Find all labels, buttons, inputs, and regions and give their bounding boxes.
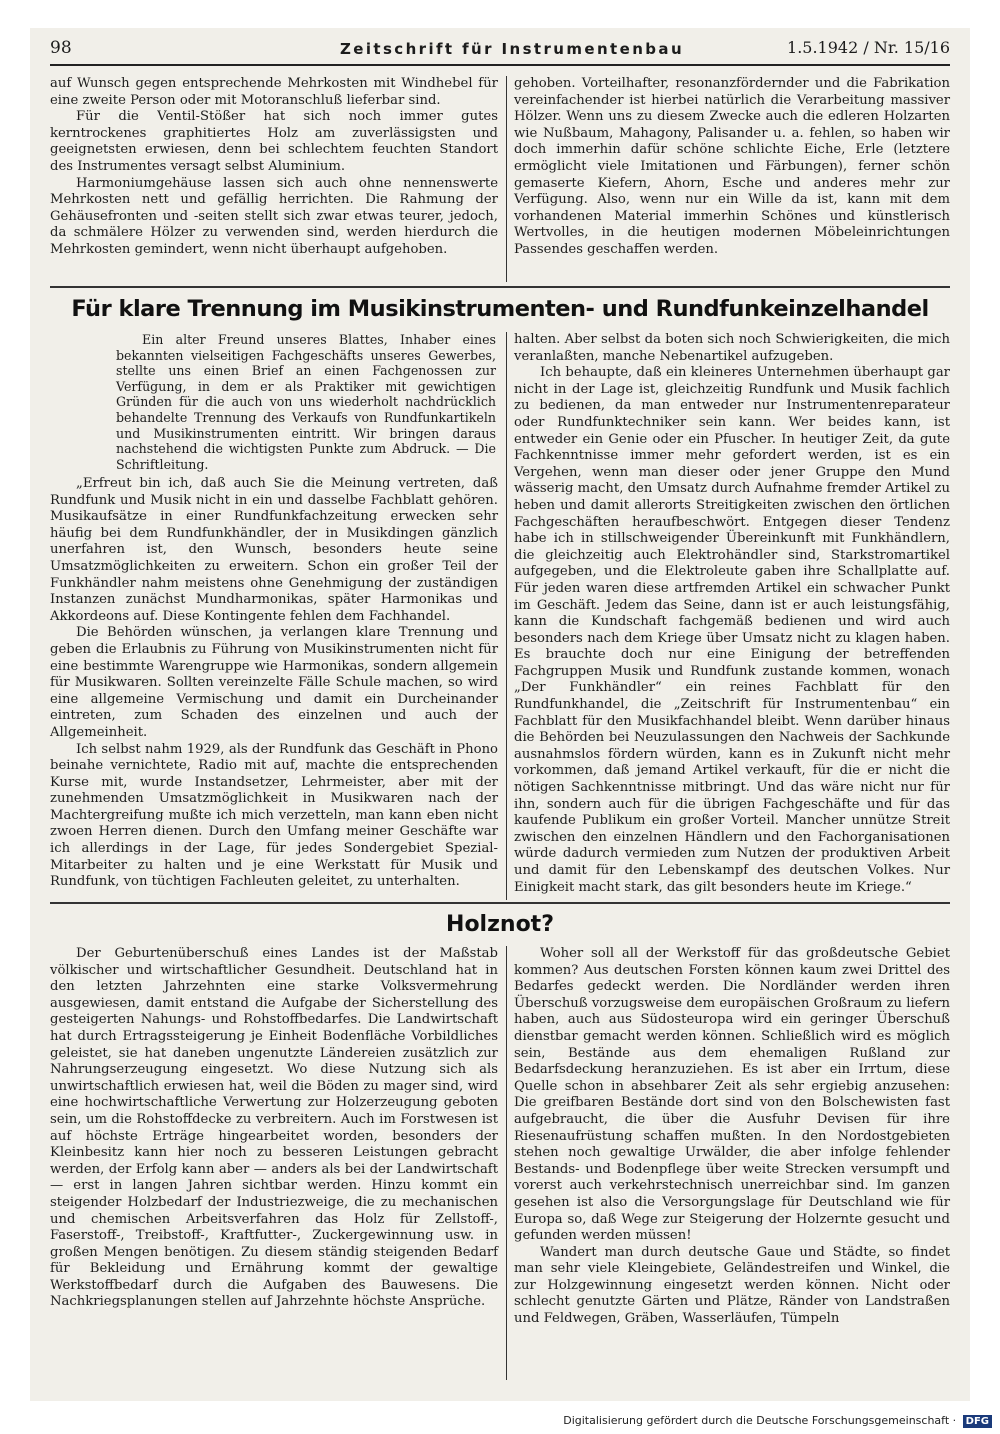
continued-right-column bbox=[514, 76, 950, 259]
paragraph: auf Wunsch gegen entsprechende Mehrkosten mit Windhebel für eine zweite Person oder mit Motoranschluß lieferbar sind. bbox=[50, 76, 498, 108]
paragraph: Woher soll all der Werkstoff für das großdeutsche Gebiet kommen? Aus deutschen Forsten können kaum zwei Drittel des Bedarfes gedeckt werden. Die Nordländer werden ihren Überschuß vorzugsweise dem europäischen Großraum zu liefern haben, auch aus Südosteuropa wird ein geringer Überschuß dienstbar gemacht werden können. Schließlich wird es möglich sein, Bestände aus dem ehemaligen Rußland zur Bedarfsdeckung heranzuziehen. Es ist aber ein Irrtum, diese Quelle schon in absehbarer Zeit als sehr ergiebig anzusehen: Die greifbaren Bestände dort sind von den Bolschewisten fast aufgebraucht, die über die Ausfuhr Devisen für ihre Riesenaufrüstung schaffen mußten. In den Nordostgebieten stehen noch gewaltige Urwälder, die aber infolge fehlender Bestands- und Bodenpflege über weite Strecken versumpft und vorerst auch verkehrstechnisch unerreichbar sind. Im ganzen gesehen ist also die Versorgungslage für Deutschland wie für Europa so, daß Wege zur Steigerung der Holzernte gesucht und gefunden werden müssen! bbox=[514, 946, 950, 1244]
dfg-logo: DFG bbox=[963, 1415, 992, 1428]
paragraph: Der Geburtenüberschuß eines Landes ist der Maßstab völkischer und wirtschaftlicher Gesundheit. Deutschland hat in den letzten Jahrzehnten eine starke Volksvermehrung ausgewiesen, damit entstand die Aufgabe der Sicherstellung des gesteigerten Nahungs- und Rohstoffbedarfes. Die Landwirtschaft hat durch Ertragssteigerung je Einheit Bodenfläche Vorbildliches geleistet, sie hat daneben ungenutzte Ländereien zusätzlich zur Nahrungserzeugung eingesetzt. Wo diese Nutzung sich als unwirtschaftlich erwiesen hat, weil die Böden zu mager sind, wird eine hochwirtschaftliche Verwertung zur Holzerzeugung geboten sein, um die Rohstoffdecke zu verbreitern. Auch im Forstwesen ist auf höchste Erträge hingearbeitet worden, besonders der Kleinbesitz kann hier noch zu besseren Leistungen gebracht werden, der Erfolg kann aber — anders als bei der Landwirtschaft — erst in langen Jahren sichtbar werden. Hinzu kommt ein steigender Holzbedarf der Industriezweige, die zu mechanischen und chemischen Arbeitsverfahren das Holz für Zellstoff-, Faserstoff-, Treibstoff-, Kraftfutter-, Zuckergewinnung usw. in großen Mengen benötigen. Zu diesem ständig steigenden Bedarf für Bekleidung und Ernährung kommt der gewaltige Werkstoffbedarf durch die Aufgaben des Bauwesens. Die Nachkriegsplanungen stellen auf Jahrzehnte höchste Ansprüche. bbox=[50, 946, 498, 1310]
paragraph: gehoben. Vorteilhafter, resonanzfördernder und die Fabrikation vereinfachender ist hierbei natürlich die Verarbeitung massiver Hölzer. Wenn uns zu diesem Zwecke auch die edleren Holzarten wie Nußbaum, Mahagony, Palisander u. a. fehlen, so haben wir doch immerhin dafür schöne schlichte Eiche, Erle (letztere ermöglicht viele Imitationen und Färbungen), ferner schön gemaserte Kiefern, Ahorn, Esche und anderes mehr zur Verfügung. Also, wenn nur ein Wille da ist, kann mit dem vorhandenen Material immerhin Schönes und künstlerisch Wertvolles, in die heutigen modernen Möbeleinrichtungen Passendes geschaffen werden. bbox=[514, 76, 950, 257]
paragraph: halten. Aber selbst da boten sich noch Schwierigkeiten, die mich veranlaßten, manche Nebenartikel aufzugeben. bbox=[514, 332, 950, 364]
article2-right-column bbox=[514, 946, 950, 1328]
continued-left-column bbox=[50, 76, 498, 259]
column-divider bbox=[506, 332, 507, 900]
page-header bbox=[50, 34, 950, 66]
article2-left-column bbox=[50, 946, 498, 1311]
paragraph: Für die Ventil-Stößer hat sich noch immer gutes kerntrockenes graphitiertes Holz am zuverlässigsten und geeignetsten erwiesen, denn bei schlechtem feuchten Standort des Instrumentes versagt selbst Aluminium. bbox=[50, 109, 498, 174]
paragraph: Harmoniumgehäuse lassen sich auch ohne nennenswerte Mehrkosten nett und gefällig herrichten. Die Rahmung der Gehäusefronten und -seiten stellt sich zwar etwas teurer, jedoch, da schmälere Hölzer zu verwenden sind, werden hierdurch die Mehrkosten gemindert, wenn nicht überhaupt aufgehoben. bbox=[50, 175, 498, 257]
article1-left-column bbox=[50, 476, 498, 891]
paragraph: Ich selbst nahm 1929, als der Rundfunk das Geschäft in Phono beinahe vernichtete, Radio mit auf, machte die entsprechenden Kurse mit, wurde Instandsetzer, Lehrmeister, aber mit der zunehmenden Umsatzmöglichkeit in Musikwaren nach der Machtergreifung mußte ich mich verzetteln, man kann eben nicht zwoen Herren dienen. Durch den Umfang meiner Geschäfte war ich allerdings in der Lage, für jedes Sondergebiet Spezial-Mitarbeiter zu halten und je eine Werkstatt für Musik und Rundfunk, von tüchtigen Fachleuten geleitet, zu unterhalten. bbox=[50, 741, 498, 890]
article-headline: Holznot? bbox=[446, 912, 554, 937]
paragraph: Wandert man durch deutsche Gaue und Städte, so findet man sehr viele Kleingebiete, Geländestreifen und Winkel, die zur Holzgewinnung eingesetzt werden können. Nicht oder schlecht genutzte Gärten und Plätze, Ränder von Landstraßen und Feldwegen, Gräben, Wasserläufen, Tümpeln bbox=[514, 1244, 950, 1327]
issue-date: 1.5.1942 / Nr. 15/16 bbox=[787, 38, 950, 57]
section-divider bbox=[50, 902, 950, 904]
article-intro bbox=[116, 332, 496, 472]
newspaper-page bbox=[30, 28, 970, 1401]
article-headline: Für klare Trennung im Musikinstrumenten- und Rundfunkeinzelhandel bbox=[71, 296, 929, 322]
intro-text: Ein alter Freund unseres Blattes, Inhaber eines bekannten vielseitigen Fachgeschäfts unseres Gewerbes, stellte uns einen Brief an einen Fachgenossen zur Verfügung, in dem er als Praktiker mit gewichtigen Gründen für die auch von uns wiederholt nachdrücklich behandelte Trennung des Verkaufs von Rundfunkartikeln und Musikinstrumenten eintritt. Wir bringen daraus nachstehend die wichtigsten Punkte zum Abdruck. — Die Schriftleitung. bbox=[116, 332, 496, 472]
paragraph: Ich behaupte, daß ein kleineres Unternehmen überhaupt gar nicht in der Lage ist, gleichzeitig Rundfunk und Musik fachlich zu bedienen, da man entweder nur Instrumentenreparateur oder Rundfunktechniker sein kann. Wer beides kann, ist entweder ein Genie oder ein Pfuscher. In heutiger Zeit, da gute Fachkenntnisse immer mehr gefordert werden, ist es ein Vergehen, wenn man dieser oder jener Gruppe den Mund wässerig macht, den Umsatz durch Aufnahme fremder Artikel zu heben und damit allerorts Streitigkeiten zwischen den örtlichen Fachgeschäften heraufbeschwört. Entgegen dieser Tendenz habe ich in stillschweigender Übereinkunft mit Funkhändlern, die gleichzeitig auch Elektrohändler sind, Starkstromartikel aufgegeben, und die Elektroleute gaben ihre Schallplatte auf. Für jeden waren diese artfremden Artikel ein schwacher Punkt im Geschäft. Jedem das Seine, dann ist er auch leistungsfähig, kann die Kundschaft fachgemäß bedienen und wird auch besonders nach dem Kriege über Umsatz nicht zu klagen haben. Es brauchte doch nur eine Einigung der betreffenden Fachgruppen Musik und Rundfunk zustande kommen, wonach „Der Funkhändler“ ein reines Fachblatt für den Rundfunkhandel, die „Zeitschrift für Instrumentenbau“ ein Fachblatt für den Musikfachhandel bleibt. Wenn darüber hinaus die Behörden bei Neuzulassungen den Nachweis der Sachkunde ausnahmslos fördern würden, kann es in Zukunft nicht mehr vorkommen, daß jemand Artikel verkauft, für die er nicht die nötigen Sachkenntnisse mitbringt. Und das wäre nicht nur für ihn, sondern auch für die übrigen Fachgeschäfte und für das kaufende Publikum ein großer Vorteil. Mancher unnütze Streit zwischen den einzelnen Händlern und den Fachorganisationen würde dadurch vermieden zum Nutzen der produktiven Arbeit und damit für den Lebenskampf des deutschen Volkes. Nur Einigkeit macht stark, das gilt besonders heute im Kriege.“ bbox=[514, 365, 950, 895]
column-divider bbox=[506, 76, 507, 282]
paragraph: Die Behörden wünschen, ja verlangen klare Trennung und geben die Erlaubnis zu Führung von Musikinstrumenten nicht für eine bestimmte Warengruppe wie Harmonikas, sondern allgemein für Musikwaren. Sollten vereinzelte Fälle Schule machen, so wird eine allgemeine Vermischung und damit ein Durcheinander eintreten, zum Schaden des einzelnen und auch der Allgemeinheit. bbox=[50, 625, 498, 740]
section-divider bbox=[50, 286, 950, 288]
credit-text: Digitalisierung gefördert durch die Deutsche Forschungsgemeinschaft · bbox=[563, 1414, 957, 1427]
article1-right-column bbox=[514, 332, 950, 896]
column-divider bbox=[506, 946, 507, 1380]
page-number: 98 bbox=[50, 38, 72, 58]
digitization-credit bbox=[563, 1414, 992, 1428]
paragraph: „Erfreut bin ich, daß auch Sie die Meinung vertreten, daß Rundfunk und Musik nicht in ein und dasselbe Fachblatt gehören. Musikaufsätze in einer Rundfunkfachzeitung erwecken sehr häufig bei dem Rundfunkhändler, der in Musikdingen gänzlich unerfahren ist, den Wunsch, besonders heute seine Umsatzmöglichkeiten zu erweitern. Schon ein großer Teil der Funkhändler nahm meistens ohne Genehmigung der zuständigen Instanzen zunächst Mundharmonikas, später Harmonikas und Akkordeons auf. Diese Kontingente fehlen dem Fachhandel. bbox=[50, 476, 498, 624]
journal-title: Zeitschrift für Instrumentenbau bbox=[340, 40, 685, 58]
